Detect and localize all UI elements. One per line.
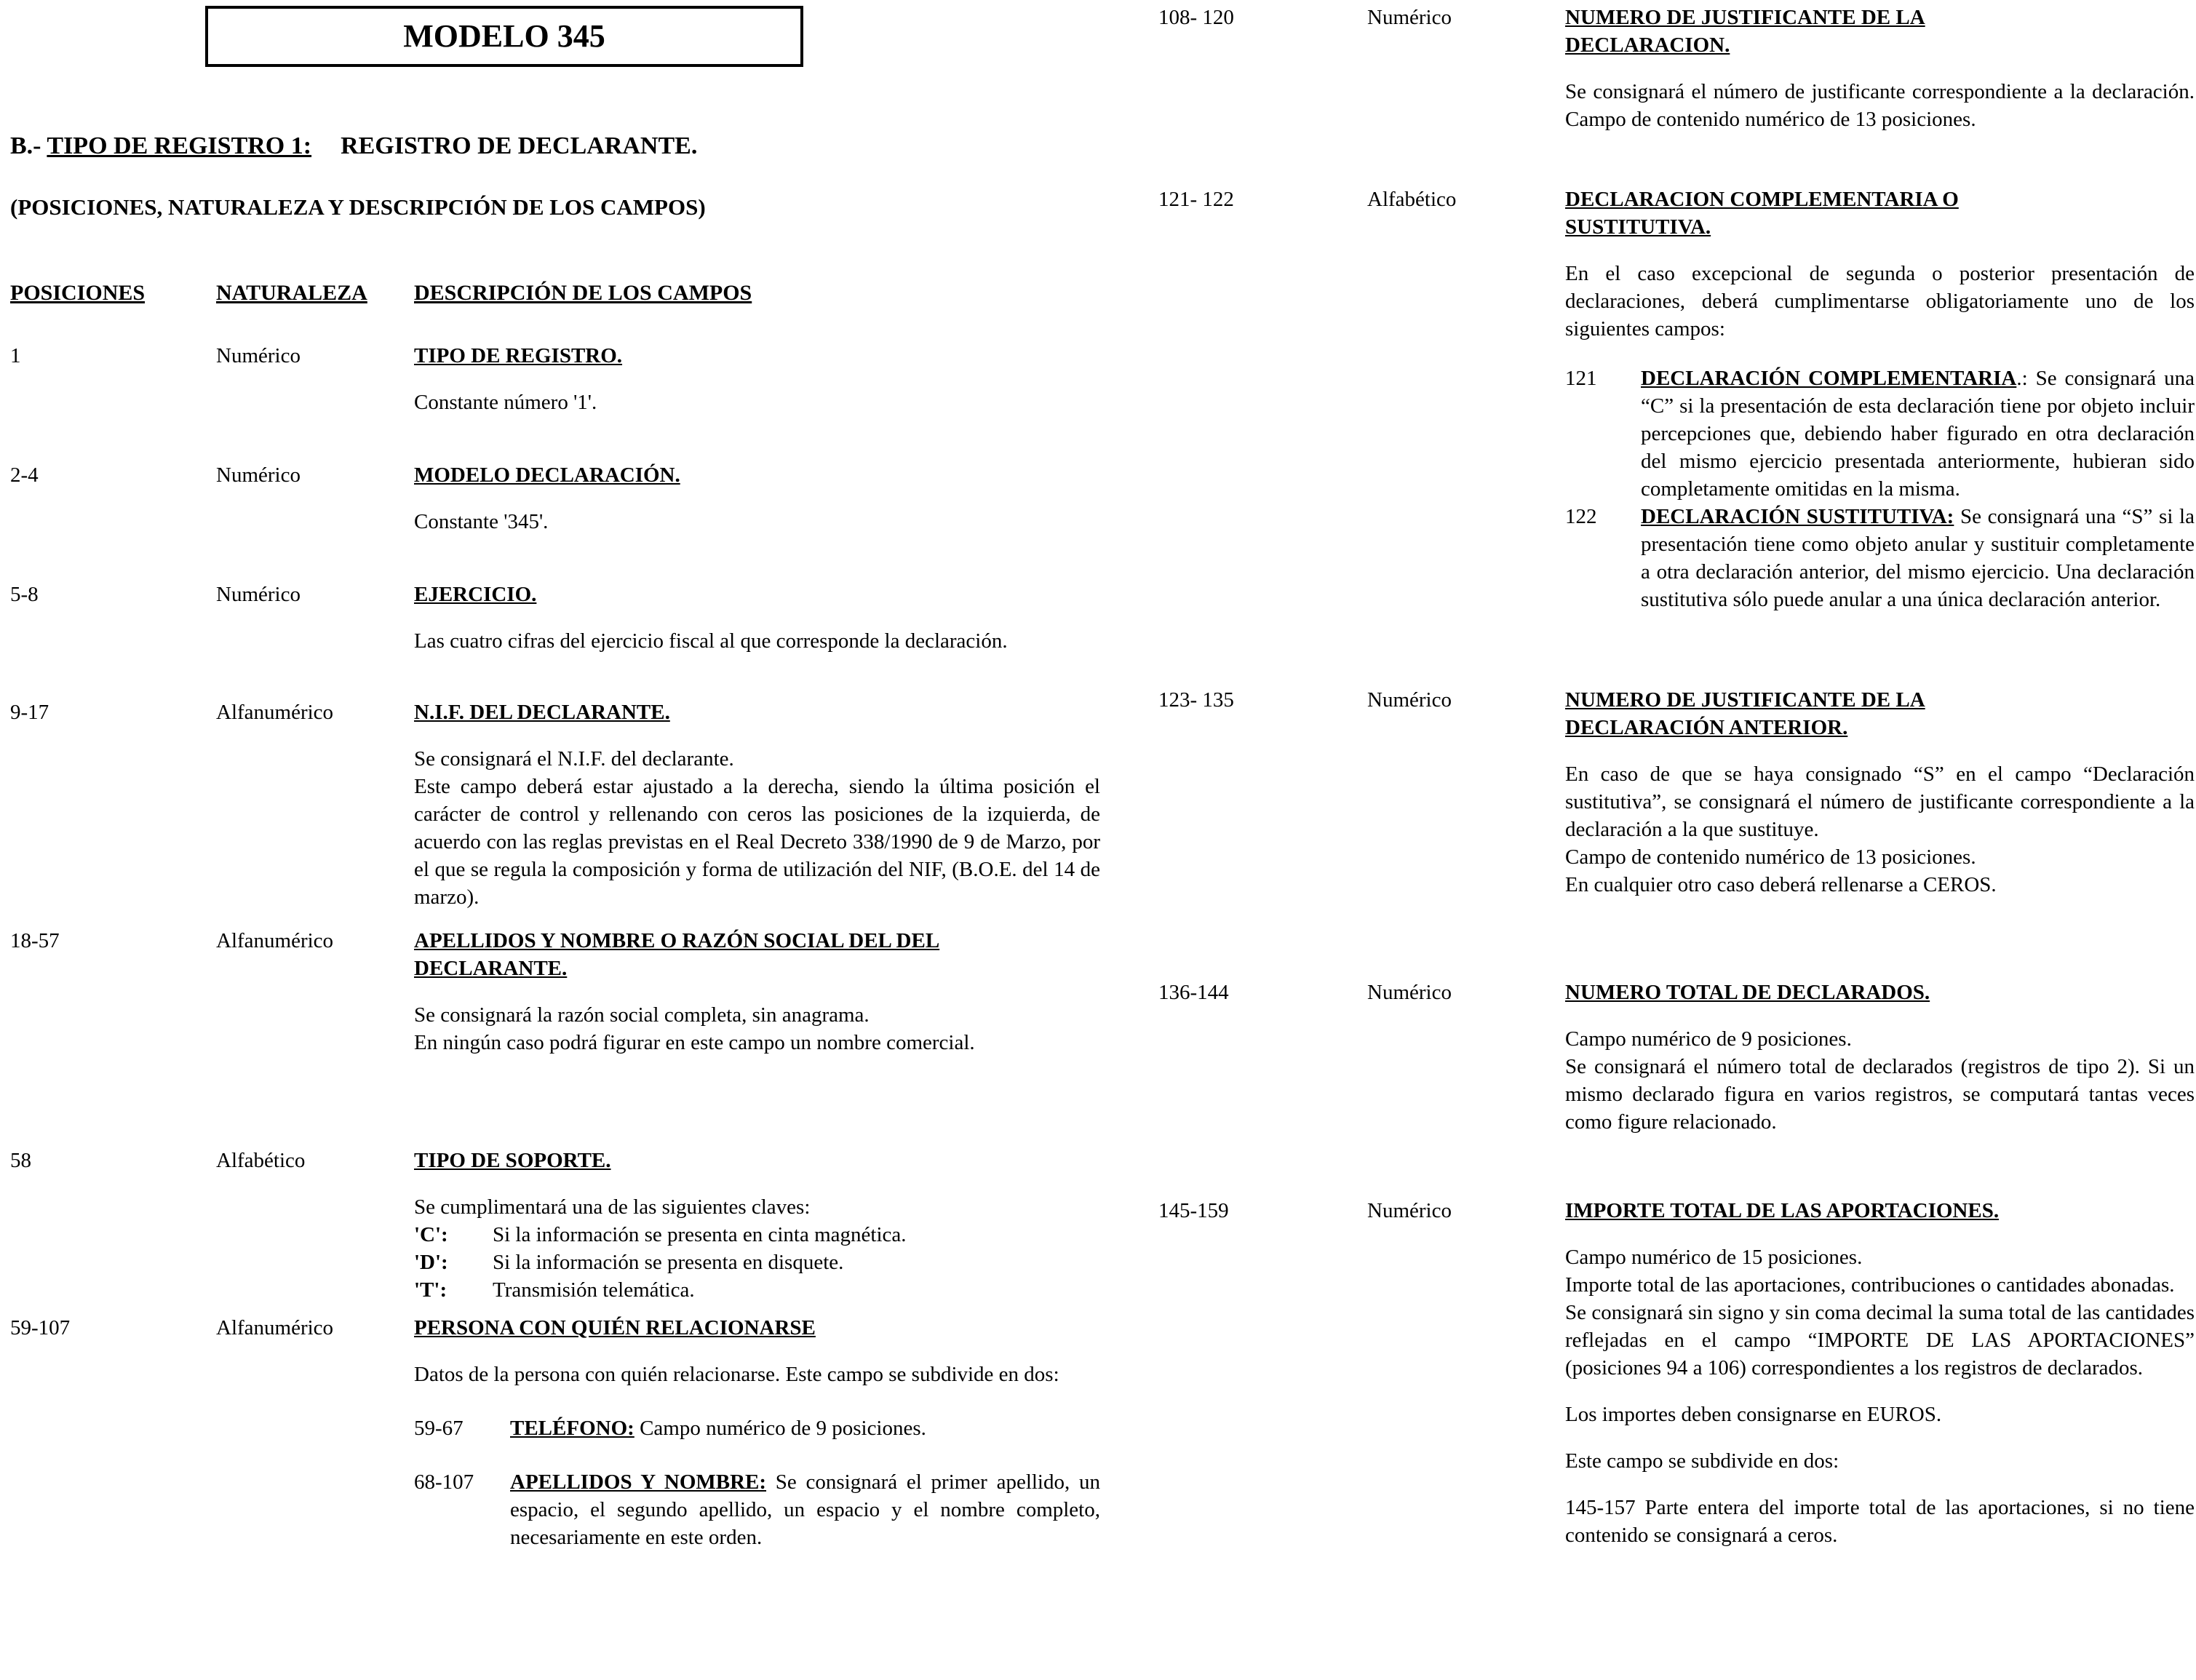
subfield-text <box>1641 365 2195 503</box>
field-paragraph: Campo numérico de 9 posiciones. <box>1565 1027 1852 1051</box>
field-description <box>414 1314 1100 1551</box>
field-paragraph: Campo numérico de 15 posiciones. <box>1565 1246 1863 1269</box>
field-paragraph: Se consignará la razón social completa, sin anagrama. <box>414 1003 870 1027</box>
field-nature: Numérico <box>216 463 301 487</box>
field-description <box>414 581 1100 655</box>
field-paragraph: Las cuatro cifras del ejercicio fiscal al que corresponde la declaración. <box>414 629 1008 653</box>
field-nature: Numérico <box>216 344 301 367</box>
field-nature: Numérico <box>1367 981 1452 1004</box>
field-paragraph: Este campo se subdivide en dos: <box>1565 1449 1839 1473</box>
field-heading: NUMERO TOTAL DE DECLARADOS. <box>1565 981 1930 1004</box>
field-row <box>1158 1197 2195 1549</box>
section-heading <box>10 131 1100 162</box>
field-nature: Numérico <box>1367 688 1452 712</box>
section-rest: REGISTRO DE DECLARANTE. <box>341 132 698 159</box>
field-description <box>414 461 1100 536</box>
subfield-body: Se consignará el primer apellido, un espacio, el segundo apellido, un espacio y el nombre completo, necesariamente en este orden. <box>510 1470 1100 1549</box>
field-positions: 9-17 <box>10 701 49 724</box>
subfield-entry <box>414 1468 1100 1551</box>
field-heading: NUMERO DE JUSTIFICANTE DE LA DECLARACIÓN ANTERIOR. <box>1565 688 1925 739</box>
field-row <box>10 461 1100 536</box>
field-description <box>414 342 1100 416</box>
field-row <box>1158 4 2195 133</box>
field-description <box>1565 979 2195 1136</box>
subfield-entry <box>414 1414 1100 1442</box>
right-column <box>1158 0 2195 1549</box>
subfield-label: TELÉFONO: <box>510 1417 634 1440</box>
field-description <box>414 1147 1100 1304</box>
field-paragraph: Este campo deberá estar ajustado a la derecha, siendo la última posición el carácter de control y rellenando con ceros las posiciones de la izquierda, de acuerdo con las reglas previstas en el Real Decreto 338/1990 de 9 de Marzo, por el que se regula la composición y forma de utilización del NIF, (B.O.E. del 14 de marzo). <box>414 775 1100 909</box>
support-key: 'D': <box>414 1251 448 1274</box>
field-row <box>1158 686 2195 899</box>
field-paragraph: Constante número '1'. <box>414 391 597 414</box>
field-heading: DECLARACION COMPLEMENTARIA O SUSTITUTIVA. <box>1565 188 1959 239</box>
subfield-positions: 121 <box>1565 367 1597 390</box>
field-paragraph: Se consignará el número total de declarados (registros de tipo 2). Si un mismo declarado figura en varios registros, se computará tantas veces como figure relacionado. <box>1565 1055 2195 1134</box>
field-description <box>1565 4 2195 133</box>
field-paragraph: En ningún caso podrá figurar en este campo un nombre comercial. <box>414 1031 975 1054</box>
field-heading: IMPORTE TOTAL DE LAS APORTACIONES. <box>1565 1199 2000 1222</box>
column-header-nature: NATURALEZA <box>216 281 367 305</box>
left-column <box>10 0 1100 1551</box>
field-nature: Alfabético <box>1367 188 1457 211</box>
subfield-label: DECLARACIÓN SUSTITUTIVA: <box>1641 505 1954 528</box>
field-paragraph: Se consignará el N.I.F. del declarante. <box>414 747 734 771</box>
fields-subtitle: (POSICIONES, NATURALEZA Y DESCRIPCIÓN DE LOS CAMPOS) <box>10 194 706 220</box>
field-heading: PERSONA CON QUIÉN RELACIONARSE <box>414 1316 816 1339</box>
field-paragraph: Importe total de las aportaciones, contribuciones o cantidades abonadas. <box>1565 1273 2175 1297</box>
subfield-text <box>510 1468 1100 1551</box>
field-positions: 123- 135 <box>1158 688 1234 712</box>
subfield-body: .: Se consignará una “C” si la presentación de esta declaración tiene por objeto incluir percepciones que, debiendo haber figurado en otra declaración del mismo ejercicio presentada anteriormente, hubieran sido completamente omitidas en la misma. <box>1641 367 2195 501</box>
support-key-text: Si la información se presenta en cinta magnética. <box>493 1223 907 1246</box>
model-title-box <box>205 6 803 67</box>
field-positions: 121- 122 <box>1158 188 1234 211</box>
field-row <box>10 342 1100 416</box>
field-description <box>414 927 1100 1056</box>
support-key: 'T': <box>414 1278 447 1302</box>
field-paragraph: Los importes deben consignarse en EUROS. <box>1565 1403 1942 1426</box>
field-description <box>414 698 1100 911</box>
field-positions: 58 <box>10 1149 31 1172</box>
subfield-label: DECLARACIÓN COMPLEMENTARIA <box>1641 367 2017 390</box>
support-key-text: Si la información se presenta en disquete. <box>493 1251 844 1274</box>
support-key-line <box>414 1249 1100 1276</box>
field-nature: Alfanumérico <box>216 1316 334 1339</box>
field-positions: 136-144 <box>1158 981 1229 1004</box>
field-positions: 108- 120 <box>1158 6 1234 29</box>
field-heading: N.I.F. DEL DECLARANTE. <box>414 701 670 724</box>
field-paragraph: Constante '345'. <box>414 510 549 533</box>
column-header-positions: POSICIONES <box>10 281 146 305</box>
field-paragraph: Se consignará el número de justificante correspondiente a la declaración. Campo de contenido numérico de 13 posiciones. <box>1565 80 2195 131</box>
field-row <box>10 581 1100 655</box>
field-paragraph: En el caso excepcional de segunda o posterior presentación de declaraciones, deberá cumplimentarse obligatoriamente uno de los siguientes campos: <box>1565 262 2195 341</box>
subfield-label: APELLIDOS Y NOMBRE: <box>510 1470 767 1494</box>
field-paragraph: En cualquier otro caso deberá rellenarse a CEROS. <box>1565 873 1997 896</box>
field-nature: Alfanumérico <box>216 701 334 724</box>
subfield-body: Se consignará una “S” si la presentación tiene como objeto anular y sustituir completamente a otra declaración anterior, del mismo ejercicio. Una declaración sustitutiva sólo puede anular a una única declaración anterior. <box>1641 505 2195 611</box>
subfield-entry <box>1565 503 2195 613</box>
field-positions: 18-57 <box>10 929 60 952</box>
field-row <box>1158 186 2195 613</box>
field-nature: Numérico <box>216 583 301 606</box>
field-row <box>10 1314 1100 1551</box>
field-paragraph: Se cumplimentará una de las siguientes claves: <box>414 1195 811 1219</box>
field-positions: 1 <box>10 344 21 367</box>
subfield-positions: 122 <box>1565 505 1597 528</box>
field-heading: NUMERO DE JUSTIFICANTE DE LA DECLARACION. <box>1565 6 1925 57</box>
subfield-text <box>510 1414 1100 1442</box>
field-heading: APELLIDOS Y NOMBRE O RAZÓN SOCIAL DEL DEL DECLARANTE. <box>414 929 940 980</box>
model-title: MODELO 345 <box>403 18 605 54</box>
field-heading: TIPO DE SOPORTE. <box>414 1149 611 1172</box>
field-paragraph: Campo de contenido numérico de 13 posiciones. <box>1565 845 1976 869</box>
field-description <box>1565 686 2195 899</box>
field-paragraph: 145-157 Parte entera del importe total de las aportaciones, si no tiene contenido se consignará a ceros. <box>1565 1496 2195 1547</box>
field-paragraph: Datos de la persona con quién relacionarse. Este campo se subdivide en dos: <box>414 1363 1059 1386</box>
subfield-body: Campo numérico de 9 posiciones. <box>634 1417 926 1440</box>
support-key-text: Transmisión telemática. <box>493 1278 695 1302</box>
field-row <box>10 927 1100 1056</box>
field-description <box>1565 186 2195 613</box>
field-positions: 145-159 <box>1158 1199 1229 1222</box>
field-description <box>1565 1197 2195 1549</box>
field-nature: Numérico <box>1367 6 1452 29</box>
field-paragraph: Se consignará sin signo y sin coma decimal la suma total de las cantidades reflejadas en el campo “IMPORTE DE LAS APORTACIONES” (posiciones 94 a 106) correspondientes a los registros de declarados. <box>1565 1301 2195 1380</box>
field-row <box>10 1147 1100 1304</box>
section-title: TIPO DE REGISTRO 1: <box>47 132 312 159</box>
field-row <box>10 698 1100 911</box>
field-heading: TIPO DE REGISTRO. <box>414 344 623 367</box>
field-nature: Alfabético <box>216 1149 306 1172</box>
column-header-description: DESCRIPCIÓN DE LOS CAMPOS <box>414 281 752 305</box>
field-nature: Alfanumérico <box>216 929 334 952</box>
support-key-line <box>414 1221 1100 1249</box>
subfield-entry <box>1565 365 2195 503</box>
field-positions: 2-4 <box>10 463 39 487</box>
subfield-positions: 59-67 <box>414 1417 464 1440</box>
support-key-line <box>414 1276 1100 1304</box>
support-key: 'C': <box>414 1223 448 1246</box>
section-prefix: B.- <box>10 132 47 159</box>
field-positions: 59-107 <box>10 1316 71 1339</box>
subfield-text <box>1641 503 2195 613</box>
field-heading: EJERCICIO. <box>414 583 537 606</box>
field-row <box>1158 979 2195 1136</box>
field-positions: 5-8 <box>10 583 39 606</box>
field-nature: Numérico <box>1367 1199 1452 1222</box>
subfield-positions: 68-107 <box>414 1470 474 1494</box>
field-paragraph: En caso de que se haya consignado “S” en el campo “Declaración sustitutiva”, se consignará el número de justificante correspondiente a la declaración a la que sustituye. <box>1565 763 2195 841</box>
table-headers <box>10 279 1100 307</box>
field-heading: MODELO DECLARACIÓN. <box>414 463 680 487</box>
